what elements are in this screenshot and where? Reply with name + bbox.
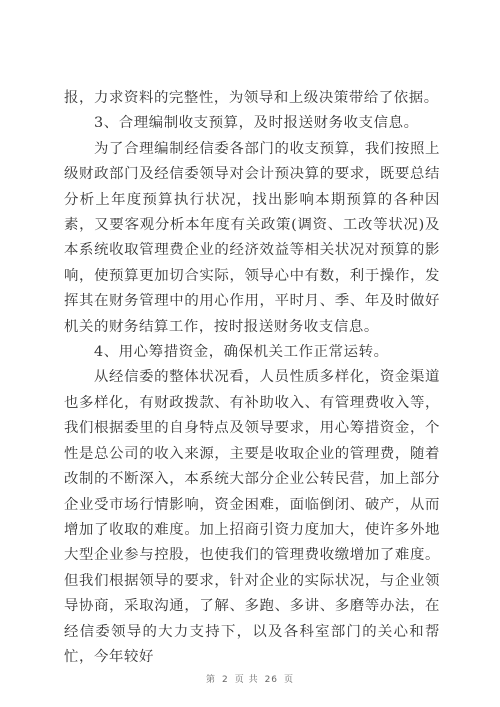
paragraph: 为了合理编制经信委各部门的收支预算，我们按照上级财政部门及经信委领导对会计预决算的要求，既要总结分析上年度预算执行状况，找出影响本期预算的各种因素，又要客观分析本年度有关政策(调资、工改等状况)及本系统收取管理费企业的经济效益等相关状况对预算的影响，使预算更加切合实际，领导心中有数，利于操作，发挥其在财务管理中的用心作用，平时月、季、年及时做好机关的财务结算工作，按时报送财务收支信息。 — [64, 140, 440, 335]
footer-total-pages: 26 — [264, 675, 279, 685]
section-heading: 4、用心筹措资金，确保机关工作正常运转。 — [94, 344, 389, 361]
footer-suffix: 页 — [284, 675, 295, 685]
footer-middle: 页 共 — [234, 675, 259, 685]
paragraph: 从经信委的整体状况看，人员性质多样化，资金渠道也多样化，有财政拨款、有补助收入、有管理费收入等，我们根据委里的自身特点及领导要求，用心筹措资金，个性是总公司的收入来源，主要是收取企业的管理费，随着改制的不断深入，本系统大部分企业公转民营，加上部分企业受市场行情影响，资金困难，面临倒闭、破产，从而增加了收取的难度。加上招商引资力度加大，使许多外地大型企业参与控股，也使我们的管理费收缴增加了难度。但我们根据领导的要求，针对企业的实际状况，与企业领导协商，采取沟通，了解、多跑、多讲、多磨等办法，在经信委领导的大力支持下，以及各科室部门的关心和帮忙，今年较好 — [64, 369, 440, 665]
page-footer — [0, 672, 500, 685]
section-heading: 3、合理编制收支预算，及时报送财务收支信息。 — [94, 115, 419, 132]
footer-prefix: 第 — [205, 675, 216, 685]
footer-page-number: 2 — [221, 675, 229, 685]
document-body — [64, 86, 440, 670]
paragraph: 报，力求资料的完整性，为领导和上级决策带给了依据。 — [64, 90, 439, 106]
